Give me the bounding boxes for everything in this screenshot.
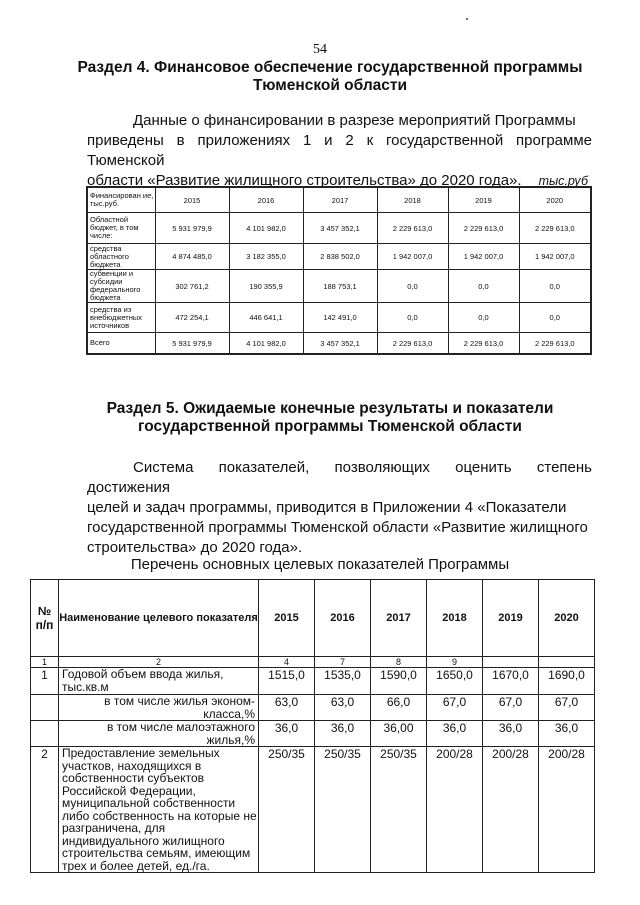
finance-cell: 5 931 979,9 [155, 213, 229, 244]
indicator-value: 1590,0 [371, 668, 427, 695]
section4-text-line: приведены в приложениях 1 и 2 к государственной программе Тюменской [87, 132, 592, 169]
finance-cell: 2 229 613,0 [448, 333, 519, 355]
finance-cell: 2 229 613,0 [519, 333, 591, 355]
finance-cell: 1 942 007,0 [519, 244, 591, 270]
indicator-name: Годовой объем ввода жилья, тыс.кв.м [59, 668, 259, 695]
finance-cell: 4 101 982,0 [229, 213, 303, 244]
table-row [31, 721, 595, 747]
finance-row-label: средства областного бюджета [87, 244, 155, 270]
indicator-table-header [31, 580, 595, 657]
indicator-value: 67,0 [483, 695, 539, 721]
indicator-value: 36,0 [427, 721, 483, 747]
indicator-header-year: 2016 [315, 580, 371, 657]
indicator-value: 200/28 [427, 747, 483, 873]
index-cell: 1 [31, 657, 59, 668]
finance-cell: 190 355,9 [229, 270, 303, 303]
finance-row-label: Областной бюджет, в том числе: [87, 213, 155, 244]
section5-text [87, 458, 592, 558]
table-row [87, 244, 591, 270]
indicator-value: 200/28 [483, 747, 539, 873]
indicator-value: 1690,0 [539, 668, 595, 695]
indicator-value: 36,0 [315, 721, 371, 747]
indicator-value: 63,0 [259, 695, 315, 721]
finance-cell: 0,0 [519, 270, 591, 303]
index-cell: 7 [315, 657, 371, 668]
finance-header-year: 2020 [519, 187, 591, 213]
finance-header-year: 2019 [448, 187, 519, 213]
table-row [87, 213, 591, 244]
table-row [31, 668, 595, 695]
table-row [87, 333, 591, 355]
finance-row-label: субвенции и субсидии федерального бюджета [87, 270, 155, 303]
section5-text-line: государственной программы Тюменской области «Развитие жилищного [87, 519, 588, 536]
page-number: 54 [313, 42, 327, 57]
indicator-header-year: 2018 [427, 580, 483, 657]
finance-row-label: Всего [87, 333, 155, 355]
finance-cell: 4 874 485,0 [155, 244, 229, 270]
finance-cell: 188 753,1 [303, 270, 377, 303]
indicator-num: 2 [31, 747, 59, 873]
indicator-header-num: № п/п [31, 580, 59, 657]
indicator-value: 1515,0 [259, 668, 315, 695]
indicator-num [31, 721, 59, 747]
indicator-header-year: 2015 [259, 580, 315, 657]
indicator-value: 200/28 [539, 747, 595, 873]
indicator-name: в том числе малоэтажного жилья,% [59, 721, 259, 747]
indicator-value: 67,0 [539, 695, 595, 721]
finance-cell: 1 942 007,0 [448, 244, 519, 270]
finance-cell: 3 457 352,1 [303, 213, 377, 244]
finance-cell: 4 101 982,0 [229, 333, 303, 355]
finance-header-year: 2016 [229, 187, 303, 213]
finance-header-year: 2015 [155, 187, 229, 213]
indicator-value: 36,0 [259, 721, 315, 747]
finance-header-label: Финансирован ие, тыс.руб. [87, 187, 155, 213]
finance-cell: 3 182 355,0 [229, 244, 303, 270]
finance-table-header [87, 187, 591, 213]
indicator-value: 67,0 [427, 695, 483, 721]
finance-cell: 2 229 613,0 [519, 213, 591, 244]
section4-text [87, 111, 592, 191]
indicator-index-row [31, 657, 595, 668]
finance-cell: 446 641,1 [229, 303, 303, 333]
indicator-name: в том числе жилья эконом-класса,% [59, 695, 259, 721]
indicator-list-caption: Перечень основных целевых показателей Программы [130, 556, 510, 573]
unit-label: тыс.руб [538, 174, 588, 188]
scan-speck [466, 18, 468, 20]
section5-text-line: целей и задач программы, приводится в Приложении 4 «Показатели [87, 499, 567, 516]
index-cell [483, 657, 539, 668]
index-cell: 8 [371, 657, 427, 668]
indicator-value: 250/35 [315, 747, 371, 873]
index-cell: 2 [59, 657, 259, 668]
indicator-value: 1535,0 [315, 668, 371, 695]
finance-header-year: 2017 [303, 187, 377, 213]
finance-cell: 5 931 979,9 [155, 333, 229, 355]
section4-title [60, 59, 600, 95]
indicator-header-year: 2020 [539, 580, 595, 657]
indicator-value: 66,0 [371, 695, 427, 721]
indicator-header-year: 2019 [483, 580, 539, 657]
indicator-num: 1 [31, 668, 59, 695]
section4-text-line: Данные о финансировании в разрезе мероприятий Программы [133, 112, 576, 129]
section5-title [60, 400, 600, 436]
indicator-value: 63,0 [315, 695, 371, 721]
table-row [31, 695, 595, 721]
indicator-header-name: Наименование целевого показателя [59, 580, 259, 657]
finance-row-label: средства из внебюджетных источников [87, 303, 155, 333]
index-cell: 9 [427, 657, 483, 668]
finance-cell: 1 942 007,0 [377, 244, 448, 270]
finance-cell: 2 838 502,0 [303, 244, 377, 270]
finance-cell: 0,0 [377, 270, 448, 303]
index-cell: 4 [259, 657, 315, 668]
section5-text-line: строительства» до 2020 года». [87, 539, 303, 556]
finance-cell: 0,0 [448, 303, 519, 333]
table-row [87, 270, 591, 303]
indicator-value: 1670,0 [483, 668, 539, 695]
indicator-value: 36,0 [483, 721, 539, 747]
indicator-table [30, 579, 595, 873]
section4-text-line: области «Развитие жилищного строительства» до 2020 года». [87, 172, 522, 189]
indicator-value: 1650,0 [427, 668, 483, 695]
table-row [87, 303, 591, 333]
finance-cell: 0,0 [519, 303, 591, 333]
indicator-value: 250/35 [259, 747, 315, 873]
section5-title-line1: Раздел 5. Ожидаемые конечные результаты и показатели [106, 400, 554, 417]
indicator-num [31, 695, 59, 721]
finance-cell: 0,0 [448, 270, 519, 303]
section4-title-line1: Раздел 4. Финансовое обеспечение государственной программы [77, 59, 583, 76]
table-row [31, 747, 595, 873]
finance-cell: 2 229 613,0 [377, 333, 448, 355]
finance-header-year: 2018 [377, 187, 448, 213]
indicator-value: 36,00 [371, 721, 427, 747]
finance-cell: 302 761,2 [155, 270, 229, 303]
section5-title-line2: государственной программы Тюменской области [138, 418, 522, 435]
indicator-value: 36,0 [539, 721, 595, 747]
indicator-name: Предоставление земельных участков, находящихся в собственности субъектов Российской Федерации, муниципальной собственности либо собственность на которые не разграничена, для индивидуального жилищного строительства семьям, имеющим трех и более детей, ед./га. [59, 747, 259, 873]
finance-cell: 2 229 613,0 [448, 213, 519, 244]
finance-cell: 2 229 613,0 [377, 213, 448, 244]
finance-cell: 0,0 [377, 303, 448, 333]
finance-cell: 142 491,0 [303, 303, 377, 333]
indicator-header-year: 2017 [371, 580, 427, 657]
indicator-value: 250/35 [371, 747, 427, 873]
section5-text-line: Система показателей, позволяющих оценить степень достижения [87, 459, 592, 496]
index-cell [539, 657, 595, 668]
finance-table [86, 186, 592, 355]
finance-cell: 472 254,1 [155, 303, 229, 333]
section4-title-line2: Тюменской области [252, 77, 408, 94]
finance-cell: 3 457 352,1 [303, 333, 377, 355]
